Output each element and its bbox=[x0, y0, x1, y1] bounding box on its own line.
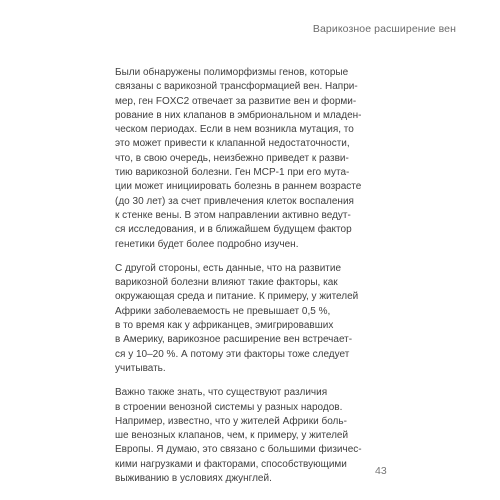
text-line: Европы. Я думаю, это связано с большими физичес- bbox=[115, 444, 362, 456]
text-line: кими нагрузками и факторами, способствующими bbox=[115, 458, 347, 470]
text-line: окружающая среда и питание. К примеру, у жителей bbox=[115, 291, 359, 303]
text-line: выживанию в условиях джунглей. bbox=[115, 473, 272, 485]
text-line: ся у 10–20 %. А потому эти факторы тоже следует bbox=[115, 348, 350, 360]
text-line: связаны с варикозной трансформацией вен. Напри- bbox=[115, 81, 358, 93]
text-line: Важно также знать, что существуют различия bbox=[115, 387, 328, 399]
text-line: рование в них клапанов в эмбриональном и младен- bbox=[115, 109, 362, 121]
text-line: Были обнаружены полиморфизмы генов, которые bbox=[115, 67, 349, 78]
text-line: тию варикозной болезни. Ген MCP-1 при его мута- bbox=[115, 167, 350, 179]
page-number: 43 bbox=[375, 465, 387, 477]
text-line: С другой стороны, есть данные, что на развитие bbox=[115, 262, 342, 274]
paragraph-genetics bbox=[115, 66, 395, 252]
text-line: это может привести к клапанной недостаточности, bbox=[115, 138, 350, 150]
text-line: Африки заболеваемость не превышает 0,5 %, bbox=[115, 305, 331, 317]
running-header: Варикозное расширение вен bbox=[312, 23, 456, 35]
paragraph-venous-differences bbox=[115, 386, 395, 486]
text-line: мер, ген FOXC2 отвечает за развитие вен и форми- bbox=[115, 95, 357, 107]
text-line: к стенке вены. В этом направлении активно ведут- bbox=[115, 209, 351, 221]
text-line: генетики будет более подробно изучен. bbox=[115, 238, 299, 250]
text-line: в Америку, варикозное расширение вен встречает- bbox=[115, 334, 353, 346]
text-line: ся исследования, и в ближайшем будущем фактор bbox=[115, 224, 352, 236]
text-line: в строении венозной системы у разных народов. bbox=[115, 401, 343, 413]
text-line: ческом периодах. Если в нем возникла мутация, то bbox=[115, 124, 354, 136]
body-text bbox=[115, 66, 395, 496]
text-line: (до 30 лет) за счет привлечения клеток воспаления bbox=[115, 195, 354, 207]
text-line: учитывать. bbox=[115, 362, 166, 374]
paragraph-environment bbox=[115, 262, 395, 376]
text-line: Например, известно, что у жителей Африки боль- bbox=[115, 415, 347, 427]
text-line: варикозной болезни влияют такие факторы, как bbox=[115, 277, 338, 289]
text-line: что, в свою очередь, неизбежно приведет к разви- bbox=[115, 152, 349, 164]
text-line: ше венозных клапанов, чем, к примеру, у жителей bbox=[115, 430, 349, 442]
text-line: в то время как у африканцев, эмигрировавших bbox=[115, 320, 334, 332]
text-line: ции может инициировать болезнь в раннем возрасте bbox=[115, 181, 362, 193]
